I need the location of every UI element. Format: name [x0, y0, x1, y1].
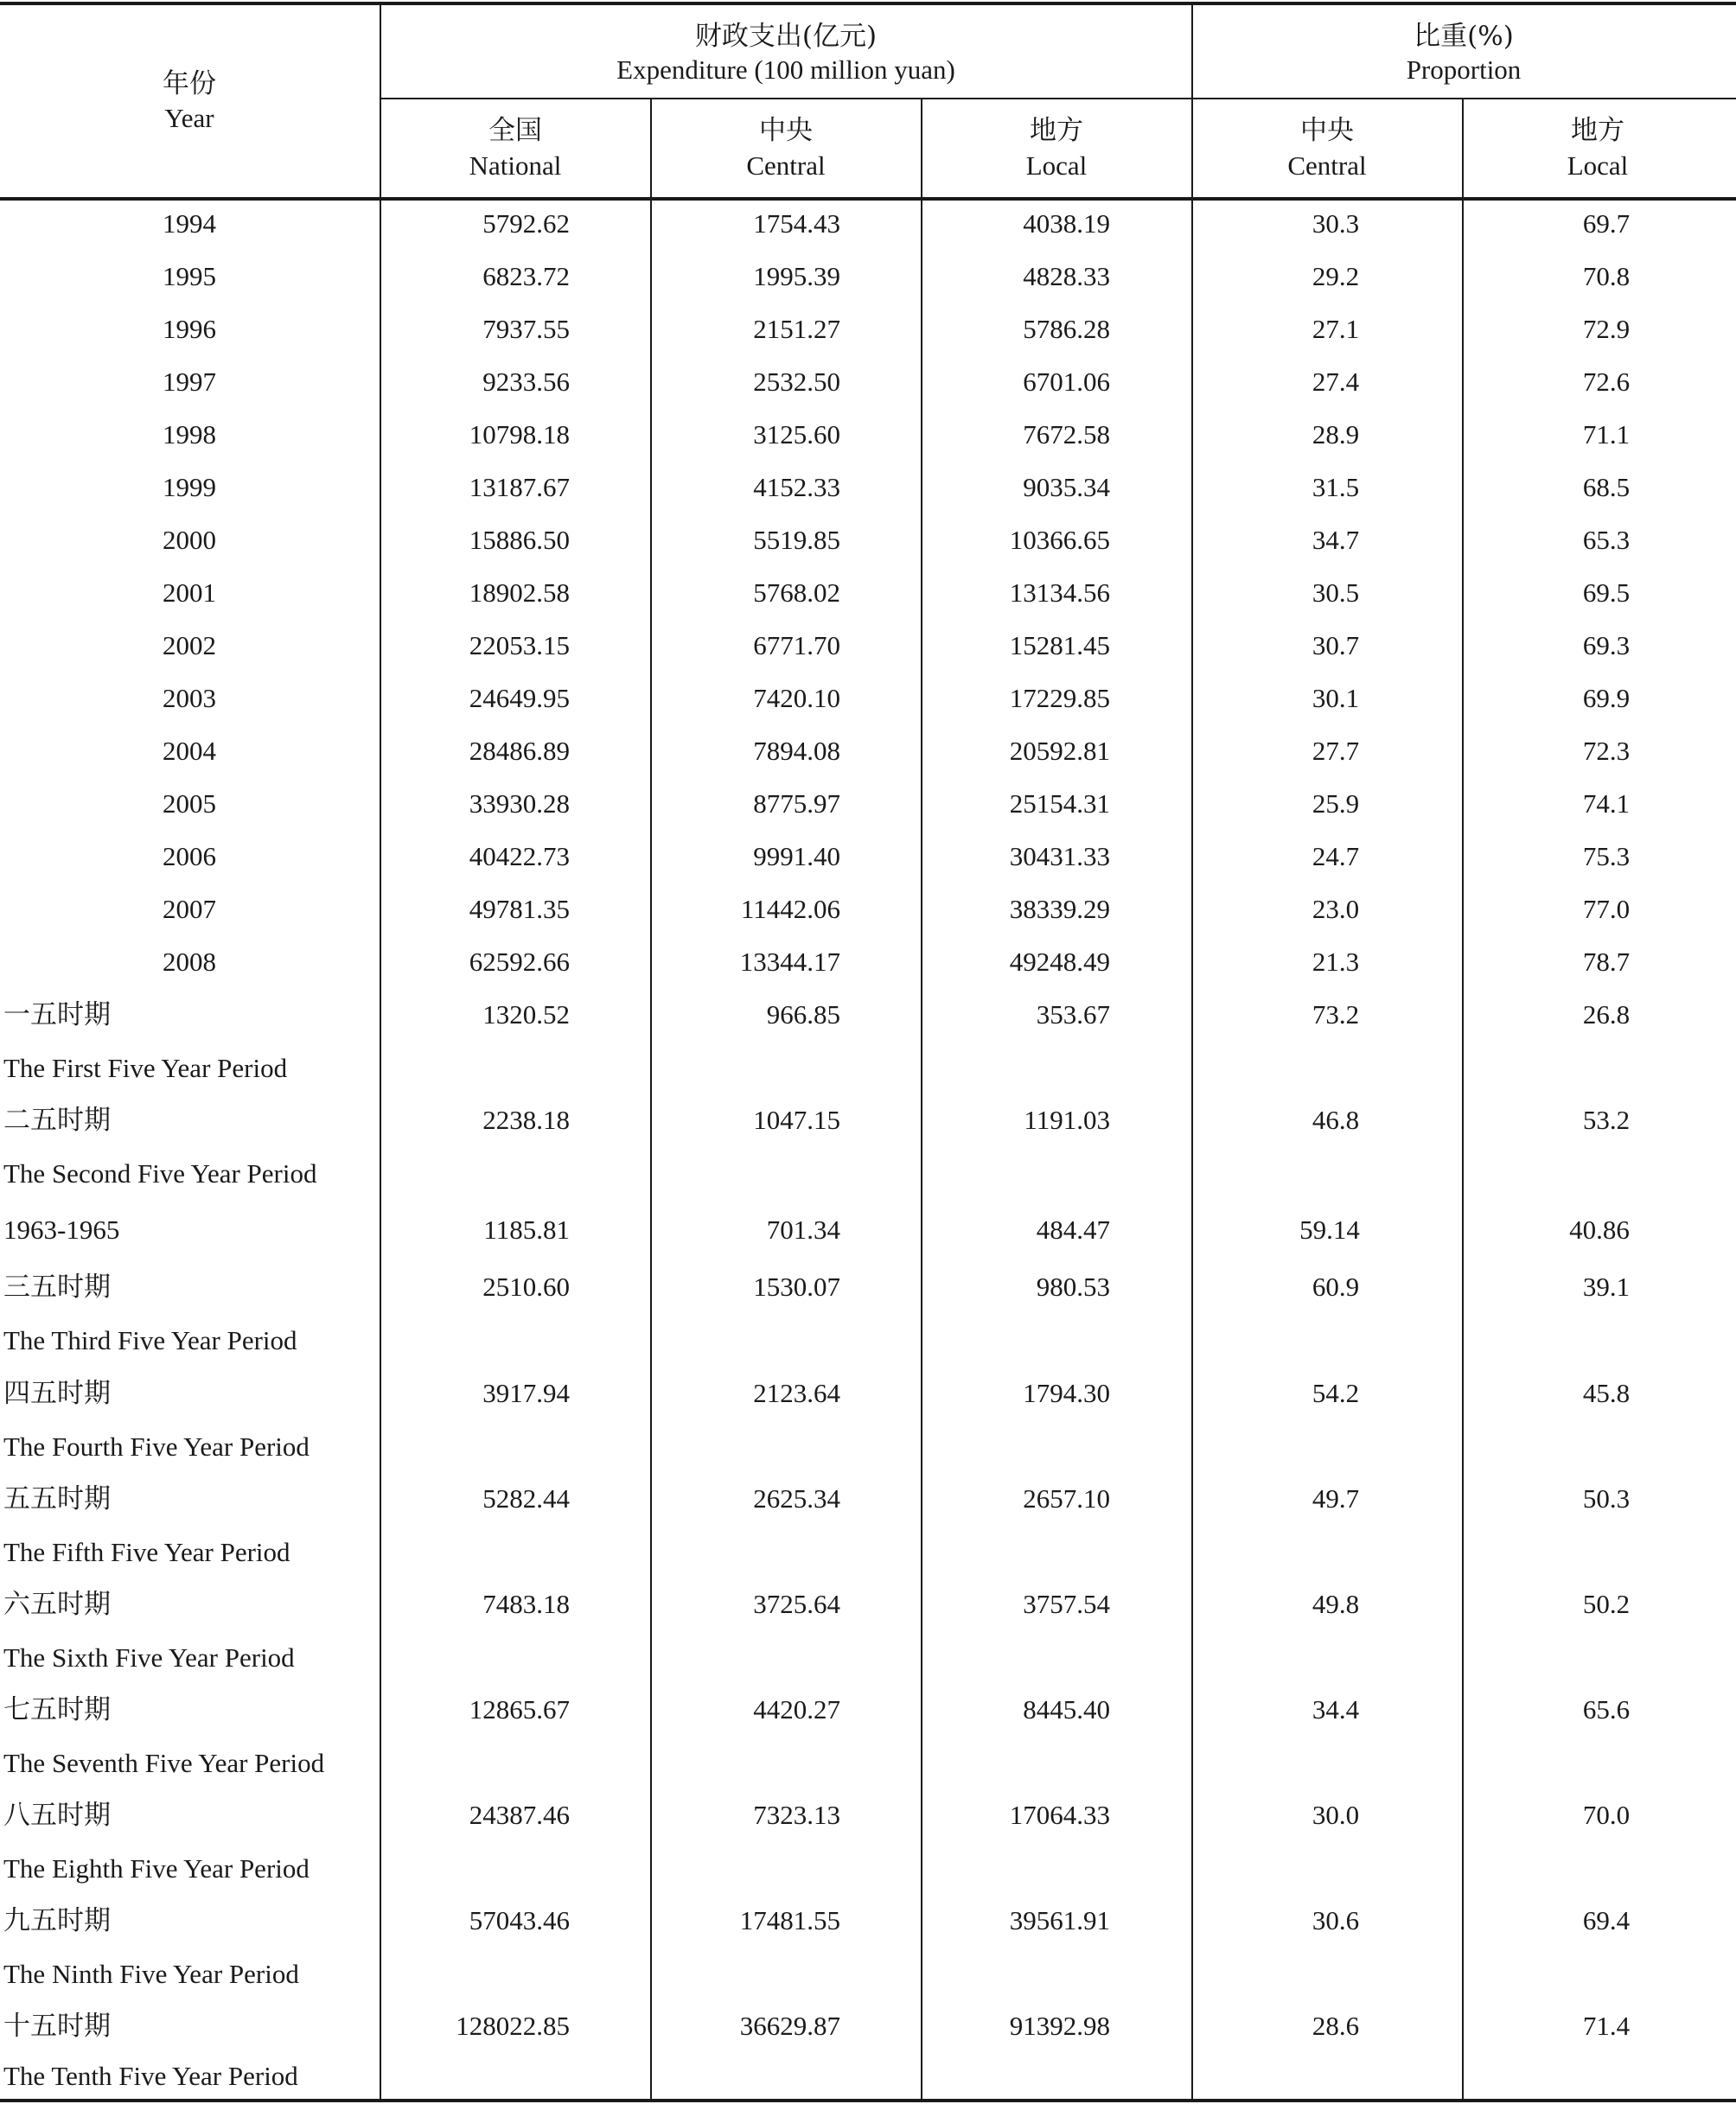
- cell-national: 128022.85: [456, 2011, 570, 2041]
- col-header-local-cn: 地方: [1030, 115, 1083, 146]
- cell-national: 15886.50: [469, 525, 570, 555]
- cell-national: 28486.89: [469, 736, 570, 766]
- cell-national: 7483.18: [482, 1589, 570, 1619]
- row-label: 2003: [163, 683, 216, 713]
- cell-national: 33930.28: [469, 788, 570, 819]
- cell-local: 91392.98: [1009, 2011, 1110, 2041]
- cell-central: 2151.27: [753, 314, 840, 344]
- year-header-cn: 年份: [163, 68, 216, 99]
- cell-national: 1185.81: [483, 1215, 570, 1245]
- col-header-national-cn: 全国: [488, 115, 542, 146]
- cell-central: 701.34: [766, 1215, 840, 1245]
- cell-central: 2625.34: [753, 1483, 840, 1514]
- cell-local: 10366.65: [1009, 525, 1110, 555]
- row-label: 2007: [163, 894, 216, 924]
- cell-local: 5786.28: [1023, 314, 1110, 344]
- cell-prop-local: 39.1: [1582, 1272, 1631, 1302]
- cell-local: 15281.45: [1009, 630, 1110, 660]
- cell-national: 2510.60: [482, 1272, 570, 1302]
- col-header-prop-central-en: Central: [1287, 150, 1367, 181]
- cell-central: 2532.50: [753, 367, 840, 397]
- cell-national: 7937.55: [482, 314, 570, 344]
- row-label: 1996: [163, 314, 216, 344]
- bottom-rule: [0, 2099, 1736, 2102]
- cell-prop-local: 72.6: [1582, 367, 1631, 397]
- cell-prop-local: 68.5: [1582, 472, 1631, 502]
- cell-national: 62592.66: [469, 947, 570, 977]
- cell-prop-local: 77.0: [1582, 894, 1631, 924]
- cell-central: 3125.60: [753, 419, 840, 449]
- cell-prop-central: 27.1: [1312, 314, 1360, 344]
- cell-prop-local: 65.6: [1582, 1694, 1631, 1725]
- col-header-prop-local-cn: 地方: [1571, 115, 1624, 146]
- cell-central: 13344.17: [739, 947, 840, 977]
- cell-local: 8445.40: [1023, 1694, 1110, 1725]
- cell-prop-central: 49.8: [1312, 1589, 1360, 1619]
- cell-central: 4152.33: [753, 472, 840, 502]
- cell-national: 9233.56: [482, 367, 570, 397]
- cell-prop-local: 26.8: [1582, 999, 1631, 1030]
- cell-local: 353.67: [1036, 999, 1110, 1030]
- cell-central: 8775.97: [753, 788, 840, 819]
- row-label-en: The First Five Year Period: [3, 1053, 288, 1083]
- cell-prop-local: 69.9: [1582, 683, 1631, 713]
- row-label: 八五时期: [3, 1800, 111, 1831]
- cell-central: 1047.15: [753, 1105, 840, 1135]
- cell-prop-local: 45.8: [1582, 1378, 1631, 1408]
- row-label-en: The Ninth Five Year Period: [3, 1959, 299, 1989]
- cell-prop-central: 54.2: [1312, 1378, 1360, 1408]
- cell-prop-local: 75.3: [1582, 841, 1631, 871]
- row-label: 1995: [163, 261, 216, 291]
- row-label-en: The Third Five Year Period: [3, 1325, 297, 1355]
- cell-central: 3725.64: [753, 1589, 840, 1619]
- cell-prop-local: 78.7: [1582, 947, 1631, 977]
- row-label-en: The Sixth Five Year Period: [3, 1642, 295, 1673]
- cell-national: 57043.46: [469, 1905, 570, 1935]
- cell-prop-local: 69.5: [1582, 577, 1631, 608]
- row-label-en: The Fifth Five Year Period: [3, 1537, 290, 1567]
- row-label: 2006: [163, 841, 216, 871]
- row-label-en: The Eighth Five Year Period: [3, 1853, 310, 1884]
- col-header-national-en: National: [469, 150, 562, 181]
- cell-central: 11442.06: [740, 894, 840, 924]
- cell-prop-central: 28.9: [1312, 419, 1360, 449]
- cell-central: 2123.64: [753, 1378, 840, 1408]
- row-label: 1999: [163, 472, 216, 502]
- cell-prop-local: 50.3: [1582, 1483, 1631, 1514]
- proportion-header-cn: 比重(%): [1414, 21, 1514, 52]
- cell-central: 5519.85: [753, 525, 840, 555]
- cell-prop-local: 40.86: [1569, 1215, 1630, 1245]
- cell-prop-local: 65.3: [1582, 525, 1631, 555]
- cell-central: 17481.55: [739, 1905, 840, 1935]
- cell-central: 7323.13: [753, 1800, 840, 1830]
- col-divider-group: [1191, 3, 1193, 2101]
- cell-local: 39561.91: [1009, 1905, 1110, 1935]
- cell-local: 6701.06: [1023, 367, 1110, 397]
- top-rule: [0, 2, 1736, 5]
- cell-local: 13134.56: [1009, 577, 1110, 608]
- header-subrule: [380, 98, 1736, 99]
- cell-central: 7894.08: [753, 736, 840, 766]
- row-label: 1998: [163, 419, 216, 449]
- cell-prop-central: 24.7: [1312, 841, 1360, 871]
- col-divider-national: [650, 99, 652, 2101]
- cell-central: 1995.39: [753, 261, 840, 291]
- cell-local: 4038.19: [1023, 208, 1110, 239]
- cell-prop-central: 23.0: [1312, 894, 1360, 924]
- cell-local: 38339.29: [1009, 894, 1110, 924]
- proportion-header-en: Proportion: [1406, 54, 1522, 85]
- cell-central: 6771.70: [753, 630, 840, 660]
- cell-prop-central: 25.9: [1312, 788, 1360, 819]
- row-label-en: The Second Five Year Period: [3, 1158, 317, 1189]
- cell-national: 3917.94: [482, 1378, 570, 1408]
- row-label: 1994: [163, 208, 216, 239]
- cell-central: 4420.27: [753, 1694, 840, 1725]
- cell-prop-local: 69.4: [1582, 1905, 1631, 1935]
- cell-prop-central: 30.0: [1312, 1800, 1360, 1830]
- cell-local: 1191.03: [1024, 1105, 1110, 1135]
- cell-prop-local: 70.0: [1582, 1800, 1631, 1830]
- cell-national: 40422.73: [469, 841, 570, 871]
- cell-local: 9035.34: [1023, 472, 1110, 502]
- cell-local: 3757.54: [1023, 1589, 1110, 1619]
- cell-prop-central: 28.6: [1312, 2011, 1360, 2041]
- col-header-central-cn: 中央: [759, 115, 813, 146]
- cell-local: 20592.81: [1009, 736, 1110, 766]
- row-label: 2001: [163, 577, 216, 608]
- cell-national: 13187.67: [469, 472, 570, 502]
- cell-central: 966.85: [766, 999, 840, 1030]
- cell-prop-central: 30.5: [1312, 577, 1360, 608]
- cell-national: 49781.35: [469, 894, 570, 924]
- cell-central: 1530.07: [753, 1272, 840, 1302]
- cell-national: 24649.95: [469, 683, 570, 713]
- row-label: 三五时期: [3, 1272, 111, 1303]
- row-label: 四五时期: [3, 1378, 111, 1409]
- year-header-en: Year: [164, 103, 214, 133]
- row-label: 一五时期: [3, 999, 111, 1030]
- col-header-prop-central-cn: 中央: [1300, 115, 1354, 146]
- cell-prop-central: 49.7: [1312, 1483, 1360, 1514]
- cell-central: 9991.40: [753, 841, 840, 871]
- cell-prop-local: 69.3: [1582, 630, 1631, 660]
- col-divider-central: [921, 99, 922, 2101]
- cell-prop-local: 71.4: [1582, 2011, 1631, 2041]
- col-header-prop-local-en: Local: [1567, 150, 1629, 181]
- cell-local: 4828.33: [1023, 261, 1110, 291]
- cell-national: 5282.44: [482, 1483, 570, 1514]
- cell-prop-local: 53.2: [1582, 1105, 1631, 1135]
- cell-national: 18902.58: [469, 577, 570, 608]
- cell-national: 10798.18: [469, 419, 570, 449]
- col-header-local-en: Local: [1025, 150, 1088, 181]
- cell-prop-local: 71.1: [1582, 419, 1631, 449]
- cell-national: 5792.62: [482, 208, 570, 239]
- cell-prop-central: 59.14: [1299, 1215, 1360, 1245]
- cell-local: 25154.31: [1009, 788, 1110, 819]
- cell-prop-central: 34.7: [1312, 525, 1360, 555]
- cell-central: 7420.10: [753, 683, 840, 713]
- row-label: 五五时期: [3, 1483, 111, 1514]
- row-label: 2002: [163, 630, 216, 660]
- row-label: 2004: [163, 736, 216, 766]
- cell-prop-central: 60.9: [1312, 1272, 1360, 1302]
- cell-prop-local: 72.3: [1582, 736, 1631, 766]
- cell-prop-central: 46.8: [1312, 1105, 1360, 1135]
- cell-national: 22053.15: [469, 630, 570, 660]
- row-label-en: The Fourth Five Year Period: [3, 1431, 310, 1462]
- row-label: 六五时期: [3, 1589, 111, 1620]
- col-divider-proportion: [1462, 99, 1464, 2101]
- cell-prop-central: 29.2: [1312, 261, 1360, 291]
- cell-prop-central: 27.7: [1312, 736, 1360, 766]
- cell-central: 5768.02: [753, 577, 840, 608]
- cell-national: 12865.67: [469, 1694, 570, 1725]
- cell-central: 1754.43: [753, 208, 840, 239]
- cell-national: 24387.46: [469, 1800, 570, 1830]
- row-label: 1997: [163, 367, 216, 397]
- cell-national: 6823.72: [482, 261, 570, 291]
- row-label: 七五时期: [3, 1694, 111, 1725]
- row-label-en: The Seventh Five Year Period: [3, 1748, 325, 1778]
- col-header-central-en: Central: [746, 150, 826, 181]
- cell-local: 30431.33: [1009, 841, 1110, 871]
- cell-prop-central: 34.4: [1312, 1694, 1360, 1725]
- cell-local: 484.47: [1036, 1215, 1110, 1245]
- cell-national: 1320.52: [482, 999, 570, 1030]
- cell-prop-central: 21.3: [1312, 947, 1360, 977]
- cell-prop-central: 30.3: [1312, 208, 1360, 239]
- cell-local: 7672.58: [1023, 419, 1110, 449]
- cell-prop-local: 70.8: [1582, 261, 1631, 291]
- expenditure-header-en: Expenditure (100 million yuan): [616, 54, 955, 85]
- cell-central: 36629.87: [739, 2011, 840, 2041]
- row-label: 二五时期: [3, 1105, 111, 1136]
- row-label: 九五时期: [3, 1905, 111, 1936]
- cell-prop-central: 30.1: [1312, 683, 1360, 713]
- cell-national: 2238.18: [482, 1105, 570, 1135]
- row-label: 2005: [163, 788, 216, 819]
- cell-local: 49248.49: [1009, 947, 1110, 977]
- cell-prop-central: 27.4: [1312, 367, 1360, 397]
- cell-prop-central: 31.5: [1312, 472, 1360, 502]
- row-label: 2008: [163, 947, 216, 977]
- row-label-en: The Tenth Five Year Period: [3, 2061, 298, 2091]
- expenditure-header-cn: 财政支出(亿元): [694, 21, 878, 52]
- cell-prop-local: 74.1: [1582, 788, 1631, 819]
- cell-local: 17229.85: [1009, 683, 1110, 713]
- cell-prop-local: 69.7: [1582, 208, 1631, 239]
- col-divider-year: [380, 3, 381, 2101]
- cell-prop-central: 30.6: [1312, 1905, 1360, 1935]
- cell-local: 1794.30: [1023, 1378, 1110, 1408]
- cell-prop-central: 73.2: [1312, 999, 1360, 1030]
- cell-prop-local: 50.2: [1582, 1589, 1631, 1619]
- row-label: 2000: [163, 525, 216, 555]
- cell-local: 980.53: [1036, 1272, 1110, 1302]
- row-label: 十五时期: [3, 2011, 111, 2042]
- cell-local: 17064.33: [1009, 1800, 1110, 1830]
- cell-prop-local: 72.9: [1582, 314, 1631, 344]
- row-label: 1963-1965: [3, 1215, 120, 1245]
- cell-prop-central: 30.7: [1312, 630, 1360, 660]
- cell-local: 2657.10: [1023, 1483, 1110, 1514]
- header-bottom-rule: [0, 197, 1736, 201]
